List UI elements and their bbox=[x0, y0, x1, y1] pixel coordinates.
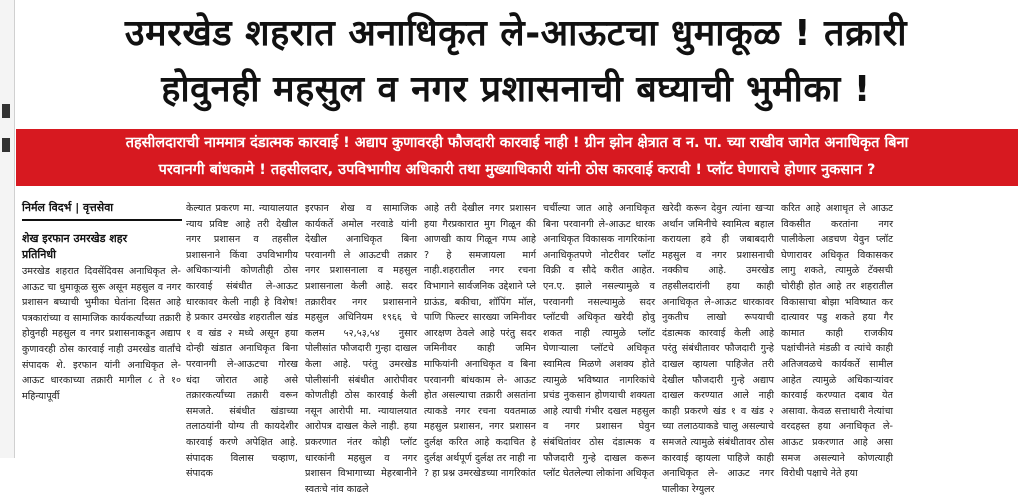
subheadline-line-2: परवानगी बांधकामे ! तहसीलदार, उपविभागीय अधिकारी तथा मुख्याधिकारी यांनी ठोस कारवाई करावी ! प्लॉट घेणाराचे होणार नुकसान ? bbox=[158, 162, 876, 178]
subheadline-line-1: तहसीलदाराची नाममात्र दंडात्मक कारवाई ! अद्याप कुणावरही फौजदारी कारवाई नाही ! ग्रीन झोन क्षेत्रात व न. पा. च्या राखीव जागेत अनाधिकृत बिना bbox=[125, 135, 909, 151]
article-column-1: उमरखेड शहरात दिवसेंदिवस अनाधिकृत ले-आऊट चा धुमाकूळ सुरू असून महसुल व नगर प्रशासन बघ्याची भुमीका घेतांना दिसत आहे पत्रकारांच्या व सामाजिक कार्यकर्त्यांच्या तक्रारी होवुनही महसुल व नगर प्रशासनाकडून अद्याप कुणावरही ठोस कारवाई नाही उमरखेड वार्तांचे संपादक शे. इरफान यांनी अनाधिकृत ले-आऊट धारकाच्या तक्रारी मागील ८ ते १० महिन्यापूर्वी bbox=[22, 266, 181, 402]
reporter-credit bbox=[22, 231, 182, 263]
edge-mark bbox=[2, 138, 10, 152]
reporter-title: प्रतिनिधी bbox=[22, 248, 56, 261]
article-column-7: करित आहे अशाधृत ले आऊट विकसीत करतांना नगर पालीकेला अडचण येवुन प्लॉट घेणारावर अधिकृत विकासकर लागु शकते, त्यामुळे टॅक्सची चोरीही होत आहे तर शहरातील विकासाचा बोझा भविष्यात कर दात्यावर पडु शकते हया गैर कामात काही राजकीय पक्षांचीनंते मंडळी व त्यांचे काही अतिजवळचे कार्यकर्ते सामील आहेत त्यामुळे अधिकाऱ्यांवर कारवाई करण्यात दबाव येत असावा. केवळ सत्ताधारी नेत्यांचा वरदहस्त हया अनाधिकृत ले-आऊट प्रकरणात आहे असा समज असल्याने कोणत्याही विरोधी पक्षाचे नेते हया bbox=[781, 203, 893, 480]
subheadline-banner bbox=[16, 129, 1018, 186]
headline-line-2: होवुनही महसुल व नगर प्रशासनाची बघ्याची भुमीका ! bbox=[161, 69, 871, 110]
headline-line-1: उमरखेड शहरात अनाधिकृत ले-आऊटचा धुमाकूळ ! तक्रारी bbox=[124, 13, 908, 54]
article-column-3: इरफान शेख व सामाजिक कार्यकर्ते अमोल नरवाडे यांनी देखील अनाधिकृत बिना परवानगी ले आऊटची तक्रार नगर प्रशासनाला व महसुल प्रशासनाला केली आहे. सदर तक्रारीवर नगर प्रशासनाने महसुल अधिनियम १९६६ चे कलम ५२,५३,५४ नुसार पोलीसांत फौजदारी गुन्हा दाखल केला आहे. परंतु उमरखेड पोलीसांनी संबंधीत आरोपीवर कोणतीही ठोस कारवाई केली नसून आरोपी मा. न्यायालयात आरोपत्र दाखल केले नाही. हया प्रकरणात नंतर कोही प्लॉट धारकांनी महसुल व नगर प्रशासन विभागाच्या मेहरबानीने स्वतःचे नांव काढले bbox=[305, 203, 417, 495]
byline bbox=[22, 200, 182, 263]
article-column-6: खरेदी करून देवुन त्यांना खऱ्या अर्थान जमिनीचे स्वामित्व बहाल करायला हवे ही जबाबदारी महसुल व नगर प्रशासनाची नक्कीच आहे. उमरखेड तहसीलदारांनी हया काही अनाधिकृत ले-आऊट धारकावर नुकतीच लाखो रूपयाची दंडात्मक कारवाई केली आहे परंतु संबंधीतावर फौजदारी गुन्हे दाखल व्हायला पाहिजेत तरी देखील फौजदारी गुन्हे अद्याप दाखल करण्यात आले नाही काही प्रकरणे खंड १ व खंड २ च्या तलाठयाकडे चालु असल्याचे समजते त्यामुळे संबंधीतावर ठोस कारवाई व्हायला पाहिजे काही अनाधिकृत ले- आऊट नगर पालीका रेग्युलर bbox=[662, 203, 774, 495]
edge-mark bbox=[2, 104, 10, 118]
publication-credit: निर्मल विदर्भ | वृत्तसेवा bbox=[22, 200, 182, 221]
article-column-5: चर्चील्या जात आहे अनाधिकृत बिना परवानगी ले-आऊट धारक अनाधिकृत विकासक नागरिकांना अनाधिकृतपणे नोटरीवर प्लॉट विक्री व सौदे करीत आहेत. एन.ए. झाले नसल्यामुळे व परवानगी नसल्यामुळे सदर प्लॉटची अधिकृत खरेदी होवु शकत नाही त्यामुळे प्लॉट घेणाऱ्याला प्लॉटचे अधिकृत स्वामित्व मिळणे अशक्य होते त्यामुळे भविष्यात नागरिकांचे प्रचंड नुकसान होणयाची शक्यता आहे त्याची गंभीर दखल महसुल व नगर प्रशासन घेवुन संबंधितांवर ठोस दंडात्मक व फौजदारी गुन्हे दाखल करून प्लॉट घेतलेल्या लोकांना अधिकृत bbox=[543, 203, 655, 480]
article-column-4: आहे तरी देखील नगर प्रशासन हया गैरप्रकारात मुग गिळून की आणखी काय गिळून गप्प आहे ? हे समजायला मार्ग नाही.शहरातील नगर रचना विभागाने सार्वजनिक उद्देशाने प्ले ग्राऊंड, बकीचा, शॉपिंग मॉल, पाणि फिल्टर सारख्या जमिनीवर आरक्षण ठेवले आहे परंतु सदर जमिनीवर काही जमिन माफियांनी अनाधिकृत व बिना परवानगी बांधकाम ले- आऊट होत असल्याचा तक्रारी असतांना त्याकडे नगर रचना यवतमाळ महसुल प्रशासन, नगर प्रशासन दुर्लक्ष करित आहे कदाचित हे दुर्लक्ष अर्थपूर्ण दुर्लक्ष तर नाही ना ? हा प्रश्न उमरखेडच्या नागरिकांत bbox=[424, 203, 536, 480]
article-column-2: केल्यात प्रकरण मा. न्यायालयात न्याय प्रविष्ट आहे तरी देखील नगर प्रशासन व तहसील प्रशासनाने किंवा उपविभागीय अधिकाऱ्यांनी कोणतीही ठोस कारवाई संबंधीत ले-आऊट धारकावर केली नाही हे विशेष! हे प्रकार उमरखेड शहरातील खंड १ व खंड २ मध्ये असून हया दोन्ही खंडात अनाधिकृत बिना परवानगी ले-आऊटचा गोरख धंदा जोरात आहे असे तक्रारकर्त्यांच्या तक्रारी वरून समजते. संबंधीत खंडाच्या तलाठयांनी योग्य ती कायदेशीर कारवाई करणे अपेक्षित आहे. संपादक विलास चव्हाण, संपादक bbox=[186, 203, 298, 480]
adjacent-page-edge bbox=[0, 0, 15, 458]
reporter-name: शेख इरफान उमरखेड शहर bbox=[22, 232, 128, 245]
headline bbox=[18, 6, 1014, 118]
